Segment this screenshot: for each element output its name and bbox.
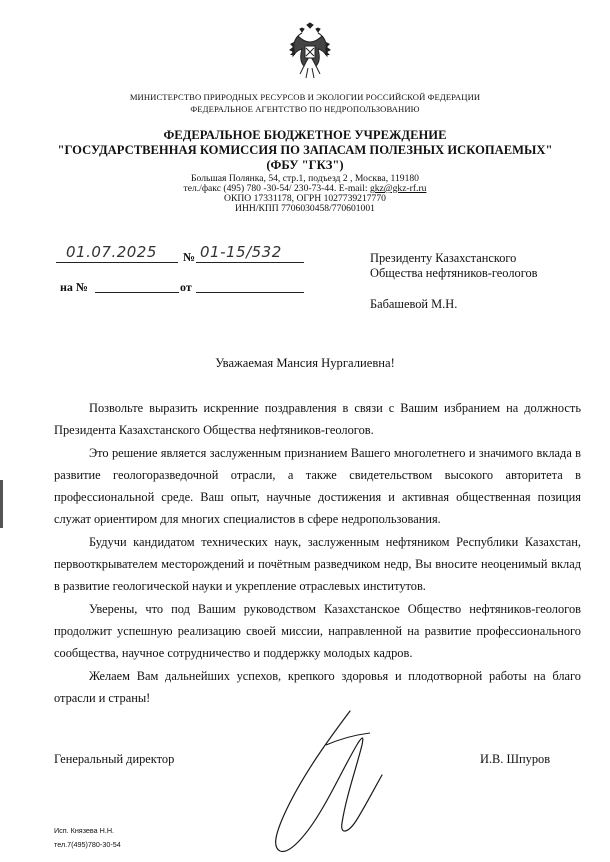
recipient-title-line2: Общества нефтяников-геологов	[370, 266, 538, 280]
paragraph-5: Желаем Вам дальнейших успехов, крепкого здоровья и плодотворной работы на благо отрасли и страны!	[54, 668, 581, 705]
org-title-short: (ФБУ "ГКЗ")	[266, 158, 344, 172]
org-address: Большая Полянка, 54, стр.1, подъезд 2 , Москва, 119180	[191, 173, 419, 184]
signatory-name: И.В. Шпуров	[480, 752, 551, 766]
executor-name: Исп. Князева Н.Н.	[54, 826, 115, 835]
handwritten-signature-icon	[262, 705, 392, 860]
ministry-name: МИНИСТЕРСТВО ПРИРОДНЫХ РЕСУРСОВ И ЭКОЛОГИИ РОССИЙСКОЙ ФЕДЕРАЦИИ	[129, 92, 481, 102]
org-title-line2: "ГОСУДАРСТВЕННАЯ КОМИССИЯ ПО ЗАПАСАМ ПОЛЕЗНЫХ ИСКОПАЕМЫХ"	[57, 143, 553, 157]
ref-number-line	[95, 292, 179, 293]
agency-name: ФЕДЕРАЛЬНОЕ АГЕНТСТВО ПО НЕДРОПОЛЬЗОВАНИЮ	[190, 104, 420, 114]
org-inn: ИНН/КПП 7706030458/770601001	[235, 203, 375, 214]
paragraph-1: Позвольте выразить искренние поздравления в связи с Вашим избранием на должность Президента Казахстанского Общества нефтяников-геологов.	[54, 401, 581, 438]
ref-date-label: от	[180, 280, 192, 294]
date-line	[56, 262, 178, 263]
reg-date: 01.07.2025	[66, 243, 157, 261]
number-line	[196, 262, 304, 263]
executor-phone: тел.7(495)780-30-54	[54, 840, 121, 849]
org-okpo: ОКПО 17331178, ОГРН 1027739217770	[224, 193, 386, 204]
coat-of-arms-icon	[288, 22, 332, 82]
signatory-title: Генеральный директор	[54, 752, 175, 766]
letter-body	[54, 397, 581, 709]
paragraph-4: Уверены, что под Вашим руководством Казахстанское Общество нефтяников-геологов продолжит успешную реализацию своей миссии, направленной на развитие профессионального сообщества, научное сотрудничество и поддержку молодых кадров.	[54, 601, 581, 661]
reg-number-label: №	[183, 250, 196, 264]
recipient-name: Бабашевой М.Н.	[370, 297, 458, 311]
org-title-line1: ФЕДЕРАЛЬНОЕ БЮДЖЕТНОЕ УЧРЕЖДЕНИЕ	[163, 128, 447, 142]
scan-margin-mark	[0, 480, 3, 528]
email-link[interactable]: gkz@gkz-rf.ru	[369, 183, 427, 194]
reg-number: 01-15/532	[200, 243, 282, 261]
salutation: Уважаемая Мансия Нургалиевна!	[215, 356, 395, 370]
contacts-phone: тел./факс (495) 780 -30-54/ 230-73-44. E-mail:	[183, 183, 370, 194]
ref-number-label: на №	[60, 280, 88, 294]
recipient-title-line1: Президенту Казахстанского	[370, 251, 517, 265]
paragraph-3: Будучи кандидатом технических наук, заслуженным нефтяником Республики Казахстан, первооткрывателем месторождений и почётным разведчиком недр, Вы вносите неоценимый вклад в развитие геологической науки и укрепление отраслевых институтов.	[54, 534, 581, 594]
ref-date-line	[196, 292, 304, 293]
paragraph-2: Это решение является заслуженным признанием Вашего многолетнего и значимого вклада в развитие геологоразведочной отрасли, а также свидетельством высокого авторитета в профессиональной среде. Ваш опыт, научные достижения и активная общественная позиция служат ориентиром для многих специалистов в сфере недропользования.	[54, 445, 581, 527]
